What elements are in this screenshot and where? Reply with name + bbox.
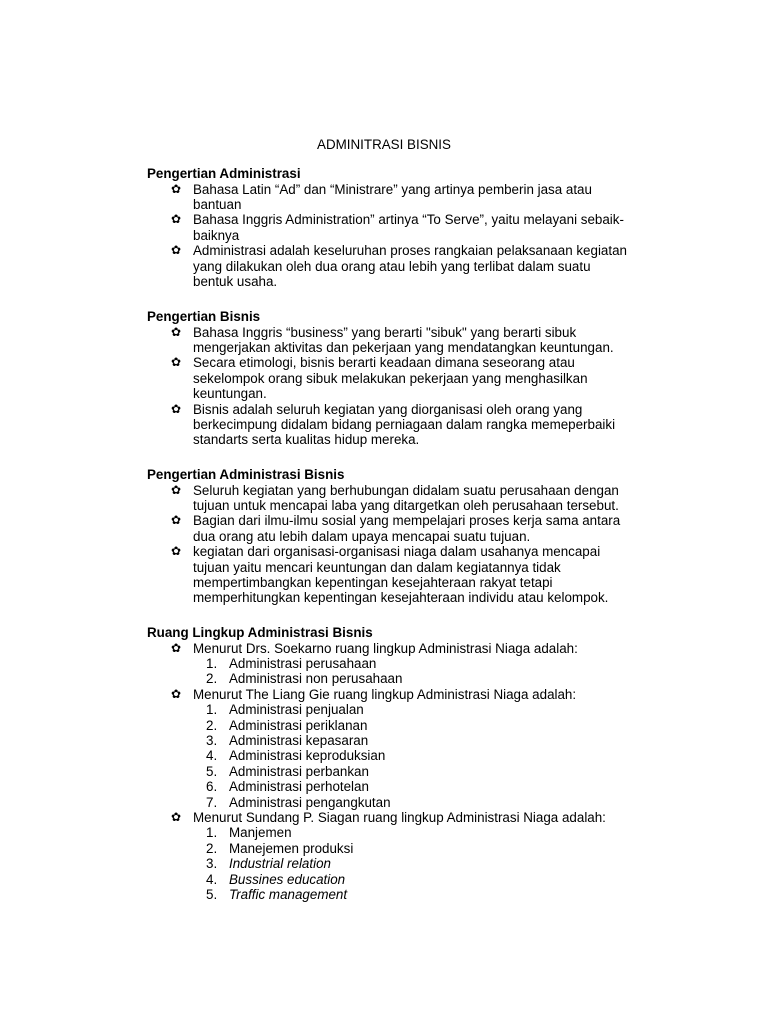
list-number: 7.	[206, 794, 218, 810]
flower-bullet-icon: ✿	[171, 243, 182, 258]
bullet-text-line: Administrasi adalah keseluruhan proses rangkaian pelaksanaan kegiatan	[193, 243, 627, 259]
flower-bullet-icon: ✿	[171, 181, 182, 196]
bullet-text-line: tujuan yaitu mencari keuntungan dan dalam kegiatannya tidak	[193, 559, 561, 575]
bullet-text-line: Bisnis adalah seluruh kegiatan yang diorganisasi oleh orang yang	[193, 401, 583, 417]
bullet-text-line: Secara etimologi, bisnis berarti keadaan dimana seseorang atau	[193, 355, 575, 371]
bullet-text-line: kegiatan dari organisasi-organisasi niaga dalam usahanya mencapai	[193, 544, 601, 560]
document-title: ADMINITRASI BISNIS	[317, 137, 451, 152]
bullet-text-line: tujuan untuk mencapai laba yang ditargetkan oleh perusahaan tersebut.	[193, 497, 619, 513]
bullet-item	[147, 182, 667, 213]
flower-bullet-icon: ✿	[171, 324, 182, 339]
bullet-list	[147, 182, 667, 290]
flower-bullet-icon: ✿	[171, 640, 182, 655]
list-item-text: Administrasi perbankan	[229, 763, 369, 779]
flower-bullet-icon: ✿	[171, 212, 182, 227]
bullet-text-line: Seluruh kegiatan yang berhubungan didalam suatu perusahaan dengan	[193, 482, 619, 498]
bullet-text-line: yang dilakukan oleh dua orang atau lebih yang terlibat dalam suatu	[193, 258, 591, 274]
numbered-list-item	[147, 841, 667, 856]
flower-bullet-icon: ✿	[171, 401, 182, 416]
numbered-list-item	[147, 718, 667, 733]
numbered-list	[193, 825, 667, 902]
bullet-text-line: Menurut Sundang P. Siagan ruang lingkup Administrasi Niaga adalah:	[193, 809, 606, 825]
section	[147, 625, 667, 902]
numbered-list-item	[147, 779, 667, 794]
bullet-text-line: Menurut Drs. Soekarno ruang lingkup Administrasi Niaga adalah:	[193, 640, 578, 656]
bullet-text-line: mempertimbangkan kepentingan kesejahteraan rakyat tetapi	[193, 574, 553, 590]
list-item-text: Manjemen	[229, 825, 292, 841]
list-number: 1.	[206, 825, 218, 841]
section-heading: Pengertian Administrasi	[147, 166, 301, 181]
bullet-text-line: Bahasa Inggris “business” yang berarti "sibuk" yang berarti sibuk	[193, 324, 577, 340]
numbered-list	[193, 702, 667, 810]
section-heading: Ruang Lingkup Administrasi Bisnis	[147, 625, 373, 640]
section	[147, 166, 667, 289]
bullet-text-line: standarts serta kualitas hidup mereka.	[193, 432, 420, 448]
list-number: 2.	[206, 840, 218, 856]
flower-bullet-icon: ✿	[171, 809, 182, 824]
section-heading: Pengertian Administrasi Bisnis	[147, 467, 345, 482]
numbered-list	[193, 656, 667, 687]
bullet-item	[147, 641, 667, 687]
bullet-text-line: bentuk usaha.	[193, 273, 278, 289]
flower-bullet-icon: ✿	[171, 513, 182, 528]
numbered-list-item	[147, 656, 667, 671]
flower-bullet-icon: ✿	[171, 686, 182, 701]
list-number: 4.	[206, 871, 218, 887]
list-item-text: Administrasi perhotelan	[229, 779, 369, 795]
list-number: 2.	[206, 671, 218, 687]
bullet-item	[147, 212, 667, 243]
bullet-text-line: mengerjakan aktivitas dan pekerjaan yang mendatangkan keuntungan.	[193, 339, 614, 355]
list-item-text: Bussines education	[229, 871, 346, 887]
numbered-list-item	[147, 764, 667, 779]
section	[147, 309, 667, 448]
list-item-text: Administrasi penjualan	[229, 702, 364, 718]
numbered-list-item	[147, 887, 667, 902]
list-item-text: Industrial relation	[229, 856, 331, 872]
list-item-text: Traffic management	[229, 887, 348, 902]
bullet-text-line: baiknya	[193, 227, 240, 243]
bullet-text-line: berkecimpung didalam bidang perniagaan dalam rangka memeperbaiki	[193, 416, 616, 432]
bullet-item	[147, 402, 667, 448]
list-item-text: Administrasi kepasaran	[229, 732, 369, 748]
flower-bullet-icon: ✿	[171, 544, 182, 559]
list-number: 3.	[206, 732, 218, 748]
numbered-list-item	[147, 795, 667, 810]
list-number: 2.	[206, 717, 218, 733]
list-number: 1.	[206, 702, 218, 718]
bullet-text-line: Bahasa Inggris Administration” artinya “To Serve”, yaitu melayani sebaik-	[193, 212, 624, 228]
flower-bullet-icon: ✿	[171, 482, 182, 497]
list-item-text: Administrasi pengangkutan	[229, 794, 391, 810]
bullet-item	[147, 325, 667, 356]
list-item-text: Administrasi perusahaan	[229, 655, 377, 671]
bullet-item	[147, 243, 667, 289]
bullet-item	[147, 687, 667, 810]
list-number: 3.	[206, 856, 218, 872]
bullet-text-line: Bahasa Latin “Ad” dan “Ministrare” yang artinya pemberin jasa atau	[193, 181, 592, 197]
bullet-list	[147, 325, 667, 448]
bullet-text-line: keuntungan.	[193, 386, 267, 402]
bullet-item	[147, 483, 667, 514]
bullet-text-line: bantuan	[193, 196, 242, 212]
bullet-item	[147, 810, 667, 902]
bullet-list	[147, 483, 667, 606]
bullet-text-line: memperhitungkan kepentingan kesejahteraan individu atau kelompok.	[193, 590, 609, 606]
bullet-item	[147, 544, 667, 606]
numbered-list-item	[147, 856, 667, 871]
numbered-list-item	[147, 671, 667, 686]
list-number: 4.	[206, 748, 218, 764]
bullet-item	[147, 513, 667, 544]
bullet-list	[147, 641, 667, 903]
list-item-text: Manejemen produksi	[229, 840, 354, 856]
numbered-list-item	[147, 733, 667, 748]
flower-bullet-icon: ✿	[171, 355, 182, 370]
numbered-list-item	[147, 702, 667, 717]
list-number: 5.	[206, 763, 218, 779]
list-number: 1.	[206, 655, 218, 671]
numbered-list-item	[147, 872, 667, 887]
section	[147, 467, 667, 606]
section-heading: Pengertian Bisnis	[147, 309, 261, 324]
bullet-text-line: dua orang atu lebih dalam upaya mencapai suatu tujuan.	[193, 528, 531, 544]
bullet-item	[147, 355, 667, 401]
list-item-text: Administrasi periklanan	[229, 717, 368, 733]
numbered-list-item	[147, 748, 667, 763]
list-item-text: Administrasi keproduksian	[229, 748, 386, 764]
list-item-text: Administrasi non perusahaan	[229, 671, 403, 687]
list-number: 5.	[206, 887, 218, 902]
bullet-text-line: sekelompok orang sibuk melakukan pekerjaan yang menghasilkan	[193, 370, 588, 386]
numbered-list-item	[147, 825, 667, 840]
bullet-text-line: Menurut The Liang Gie ruang lingkup Administrasi Niaga adalah:	[193, 686, 577, 702]
list-number: 6.	[206, 779, 218, 795]
bullet-text-line: Bagian dari ilmu-ilmu sosial yang mempelajari proses kerja sama antara	[193, 513, 621, 529]
